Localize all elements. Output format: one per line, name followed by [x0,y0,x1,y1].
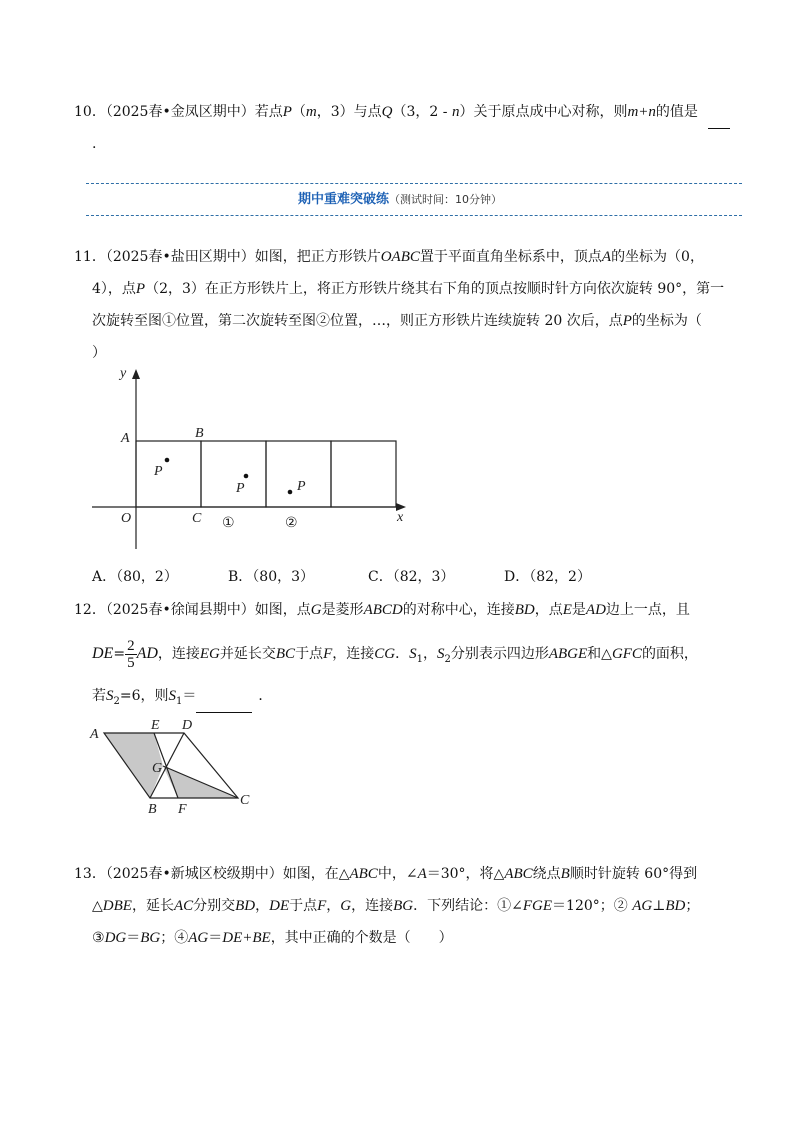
q10-period: . [92,136,97,152]
label-c: C [192,511,202,526]
point-p-position-1 [244,474,249,479]
label-e: E [151,718,160,733]
q12-figure [88,716,258,820]
section-title: 期中重难突破练（测试时间：10分钟） [297,192,502,207]
square-oabc [136,441,201,507]
label-a: A [121,431,130,446]
label-p-position-2: P [297,479,306,494]
y-axis-arrow-icon [132,369,140,379]
choice-c[interactable]: C．（82，3） [368,569,455,585]
label-position-2: ② [285,515,298,531]
question-13: 13．（2025春•新城区校级期中）如图，在△ABC中，∠A＝30°，将△ABC绕点B顺时针旋转 60°得到 △DBE，延长AC分别交BD，DE于点F，G，连接BG．下列结论：①∠FGE＝120°；② AG⊥BD； ③DG＝BG；④AG＝DE+BE，其中正确的个数是（ ） [74,866,700,946]
label-position-1: ① [222,515,235,531]
point-p-position-2 [288,490,293,495]
choice-a[interactable]: A．（80，2） [92,569,178,585]
square-position-2 [266,441,331,507]
label-p-position-1: P [236,481,245,496]
label-x: x [397,510,404,525]
label-b: B [195,426,204,441]
label-g: G [152,761,163,776]
section-divider-top [86,183,742,184]
point-p-original [165,458,170,463]
label-c: C [240,793,250,808]
label-o: O [121,511,132,526]
q11-figure [88,365,418,555]
choice-d[interactable]: D．（82，2） [504,569,591,585]
label-b: B [148,802,157,817]
question-12: 12．（2025春•徐闻县期中）如图，点G是菱形ABCD的对称中心，连接BD，点E是AD边上一点，且 DE= $\frac{2}{5}$ AD，连接EG并延长交BC于点F，连接CG．$S_1$，$S_2$分别表示四边形ABGE和△GFC的面积， 若$S_2=6$，则$S_1=$ ． [74,594,734,718]
label-a: A [90,727,99,742]
question-11: 11．（2025春•盐田区期中）如图，把正方形铁片OABC置于平面直角坐标系中，顶点A的坐标为（0， 4），点P（2，3）在正方形铁片上，将正方形铁片绕其右下角的顶点按顺时针方向依次旋转 90°，第一 次旋转至图①位置，第二次旋转至图②位置，…，则正方形铁片连续旋转 20 次后，点P的坐标为（ ） [74,249,725,361]
answer-blank[interactable] [708,96,730,129]
label-d: D [182,718,193,733]
label-y: y [120,366,127,381]
answer-blank[interactable] [196,680,252,713]
label-p-original: P [154,464,163,479]
square-position-3 [331,441,396,507]
question-10: 10．（2025春•金凤区期中）若点P（m，3）与点Q（3，2 - n）关于原点成中心对称，则m+n的值是 [74,96,734,129]
square-position-1 [201,441,266,507]
choice-b[interactable]: B．（80，3） [228,569,315,585]
q11-choices [92,566,732,586]
fraction-two-fifths: $\frac{2}{5}$ [127,637,135,671]
label-f: F [178,802,187,817]
section-divider-bottom [86,215,742,216]
